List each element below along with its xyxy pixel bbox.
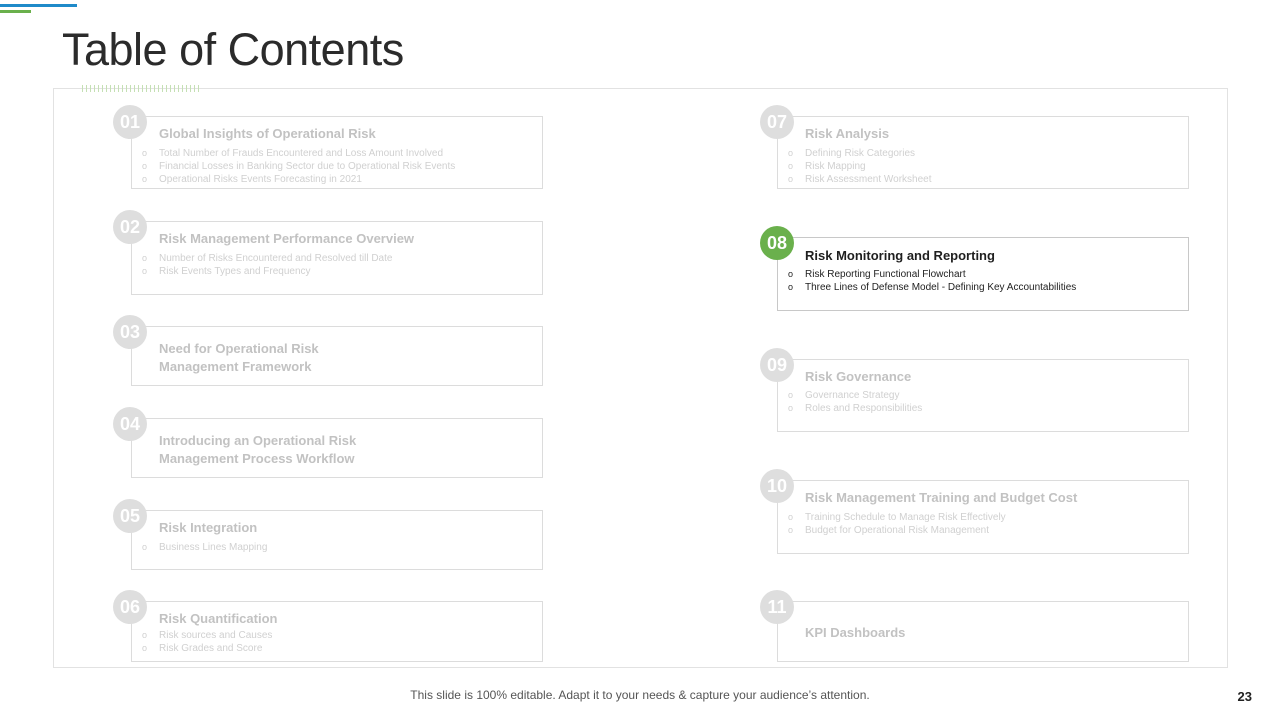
section-number-badge: 10 (760, 469, 794, 503)
subitem: o Risk Assessment Worksheet (788, 174, 932, 185)
section-number-badge: 01 (113, 105, 147, 139)
section-title: Risk Governance (805, 369, 912, 384)
bullet-icon: o (788, 174, 794, 184)
subitem: o Risk Events Types and Frequency (142, 266, 311, 277)
toc-section-10[interactable] (777, 480, 1189, 554)
section-number-badge: 08 (760, 226, 794, 260)
section-title: Need for Operational Risk Management Framework (159, 341, 319, 374)
bullet-icon: o (788, 161, 794, 171)
subitem: o Financial Losses in Banking Sector due to Operational Risk Events (142, 161, 456, 172)
section-title: Introducing an Operational Risk Management Process Workflow (159, 433, 357, 466)
subitem: o Total Number of Frauds Encountered and Loss Amount Involved (142, 148, 444, 159)
section-number-badge: 05 (113, 499, 147, 533)
bullet-icon: o (788, 269, 794, 279)
subitem: o Training Schedule to Manage Risk Effectively (788, 512, 1006, 523)
bullet-icon: o (788, 512, 794, 522)
accent-bar-blue (0, 4, 77, 7)
section-title: Global Insights of Operational Risk (159, 126, 376, 141)
toc-section-08[interactable] (777, 237, 1189, 311)
bullet-icon: o (142, 161, 148, 171)
subitem: o Operational Risks Events Forecasting in 2021 (142, 174, 362, 185)
toc-section-03[interactable] (131, 326, 543, 386)
section-number-badge: 06 (113, 590, 147, 624)
section-title: Risk Quantification (159, 611, 278, 626)
toc-section-06[interactable] (131, 601, 543, 662)
bullet-icon: o (142, 266, 148, 276)
toc-section-07[interactable] (777, 116, 1189, 189)
section-number-badge: 11 (760, 590, 794, 624)
section-title: Risk Analysis (805, 126, 890, 141)
bullet-icon: o (788, 282, 794, 292)
section-title: Risk Management Training and Budget Cost (805, 490, 1078, 505)
subitem: o Budget for Operational Risk Management (788, 525, 989, 536)
bullet-icon: o (788, 525, 794, 535)
toc-section-02[interactable] (131, 221, 543, 295)
section-number-badge: 04 (113, 407, 147, 441)
toc-section-11[interactable] (777, 601, 1189, 662)
subitem: o Risk Grades and Score (142, 643, 263, 654)
subitem: o Defining Risk Categories (788, 148, 916, 159)
bullet-icon: o (142, 643, 148, 653)
subitem: o Business Lines Mapping (142, 542, 268, 553)
bullet-icon: o (788, 403, 794, 413)
bullet-icon: o (142, 630, 148, 640)
page-number: 23 (1237, 689, 1252, 704)
subitem: o Roles and Responsibilities (788, 403, 923, 414)
section-title: Risk Management Performance Overview (159, 231, 415, 246)
section-number-badge: 09 (760, 348, 794, 382)
bullet-icon: o (788, 148, 794, 158)
section-number-badge: 07 (760, 105, 794, 139)
decorative-hatch (82, 85, 202, 92)
accent-bar-green (0, 10, 31, 13)
slide-title: Table of Contents (62, 24, 404, 75)
toc-section-01[interactable] (131, 116, 543, 189)
bullet-icon: o (788, 390, 794, 400)
toc-section-04[interactable] (131, 418, 543, 478)
footer-note: This slide is 100% editable. Adapt it to your needs & capture your audience’s attention. (410, 688, 870, 702)
section-number-badge: 03 (113, 315, 147, 349)
subitem: o Risk Mapping (788, 161, 866, 172)
section-title: Risk Integration (159, 520, 258, 535)
bullet-icon: o (142, 253, 148, 263)
bullet-icon: o (142, 542, 148, 552)
subitem: o Risk sources and Causes (142, 630, 273, 641)
subitem: o Three Lines of Defense Model - Defining Key Accountabilities (788, 282, 1077, 293)
section-title: Risk Monitoring and Reporting (805, 248, 995, 263)
bullet-icon: o (142, 148, 148, 158)
subitem: o Risk Reporting Functional Flowchart (788, 269, 966, 280)
toc-section-05[interactable] (131, 510, 543, 570)
subitem: o Number of Risks Encountered and Resolved till Date (142, 253, 393, 264)
bullet-icon: o (142, 174, 148, 184)
subitem: o Governance Strategy (788, 390, 900, 401)
section-title: KPI Dashboards (805, 625, 906, 640)
section-number-badge: 02 (113, 210, 147, 244)
toc-section-09[interactable] (777, 359, 1189, 432)
